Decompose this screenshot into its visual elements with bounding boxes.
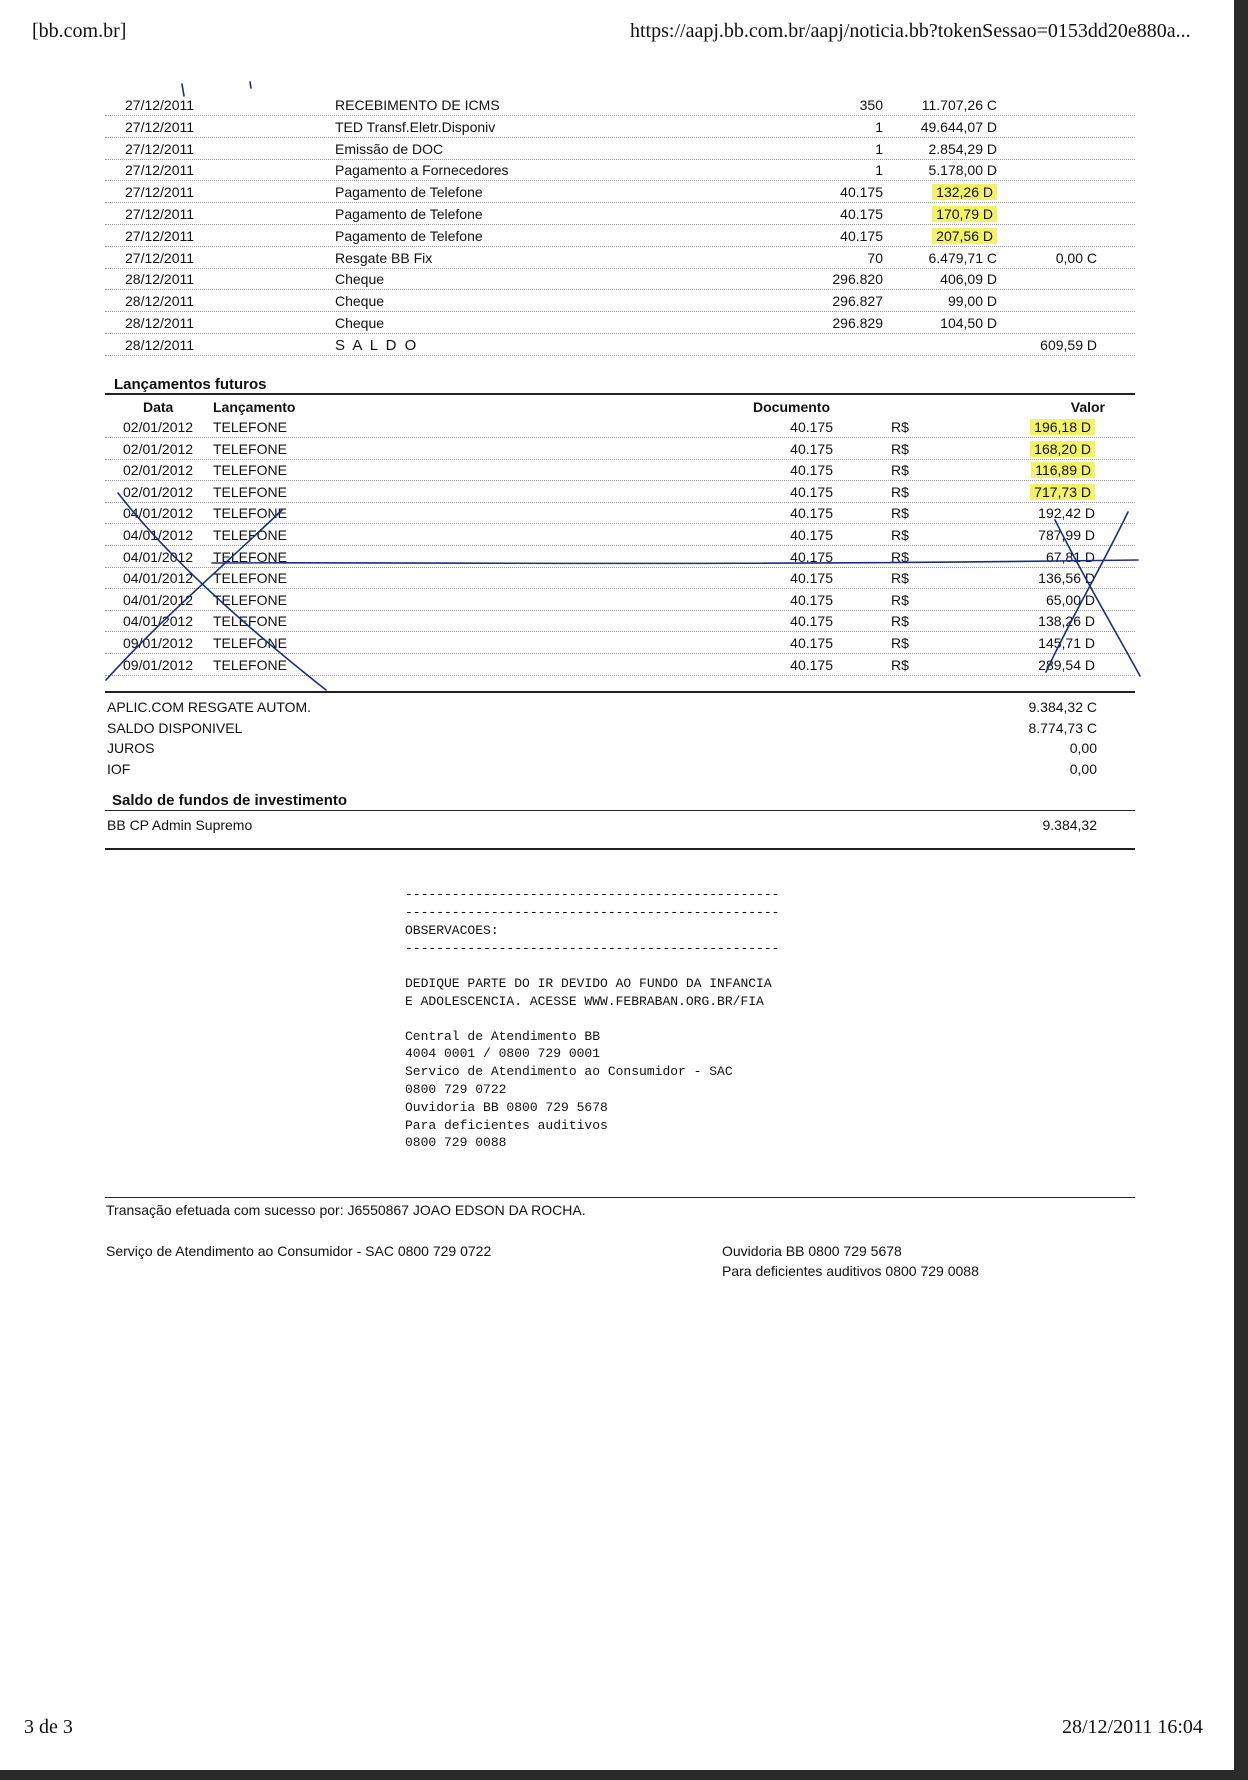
transaction-date: 27/12/2011	[125, 206, 195, 222]
futuro-valor: 787,99 D	[1038, 527, 1095, 543]
contact-ouvidoria: Ouvidoria BB 0800 729 5678	[722, 1243, 902, 1259]
futuro-date: 04/01/2012	[123, 527, 194, 543]
col-data: Data	[143, 399, 174, 415]
futuro-date: 04/01/2012	[123, 548, 194, 565]
summary-top-rule	[105, 691, 1135, 693]
transaction-value: 104,50 D	[940, 315, 997, 331]
transaction-date: 28/12/2011	[125, 271, 195, 288]
futuro-lancamento: TELEFONE	[213, 419, 287, 435]
col-lancamento: Lançamento	[213, 399, 296, 415]
transaction-document: 1	[875, 162, 883, 179]
futuros-header	[105, 396, 1135, 418]
futuros-top-rule	[105, 393, 1135, 395]
transaction-value: 406,09 D	[940, 271, 997, 288]
transaction-row	[105, 247, 1135, 269]
obs-separator-2: ------------------------------------------------	[405, 905, 780, 920]
futuro-currency: R$	[891, 505, 909, 522]
futuro-valor: 67,81 D	[1045, 548, 1095, 565]
transaction-date: 28/12/2011	[125, 336, 195, 353]
transaction-info: Transação efetuada com sucesso por: J6550867 JOAO EDSON DA ROCHA.	[106, 1202, 586, 1218]
transaction-value: 99,00 D	[947, 293, 997, 310]
footer-page: 3 de 3	[24, 1716, 73, 1738]
transaction-description: TED Transf.Eletr.Disponiv	[335, 118, 496, 135]
transaction-document: 296.820	[832, 271, 883, 288]
futuro-currency: R$	[891, 613, 909, 630]
transaction-row	[105, 181, 1135, 203]
obs-line: Ouvidoria BB 0800 729 5678	[405, 1099, 608, 1115]
transaction-document: 296.827	[832, 293, 883, 310]
futuro-date: 09/01/2012	[123, 635, 194, 651]
transaction-description: Cheque	[335, 293, 385, 310]
transaction-document: 70	[867, 249, 883, 266]
transaction-value: 49.644,07 D	[920, 118, 997, 135]
transaction-document: 1	[875, 140, 883, 157]
obs-line: Central de Atendimento BB	[405, 1028, 601, 1044]
futuro-date: 02/01/2012	[123, 462, 194, 479]
futuro-lancamento: TELEFONE	[213, 462, 287, 479]
transaction-value: 207,56 D	[932, 228, 997, 244]
transaction-document: 1	[875, 118, 883, 135]
transaction-description: Cheque	[335, 271, 385, 288]
summary-label: JUROS	[107, 740, 155, 756]
obs-line: Para deficientes auditivos	[405, 1117, 608, 1133]
futuro-documento: 40.175	[790, 462, 833, 479]
futuro-lancamento: TELEFONE	[213, 548, 287, 565]
futuros-title: Lançamentos futuros	[114, 376, 267, 393]
futuro-lancamento: TELEFONE	[213, 656, 287, 673]
transaction-row	[105, 334, 1135, 356]
futuro-row	[105, 524, 1135, 546]
summary-value: 0,00	[1069, 760, 1097, 777]
futuro-date: 02/01/2012	[123, 419, 194, 435]
futuro-valor: 196,18 D	[1030, 419, 1095, 435]
futuro-date: 04/01/2012	[123, 591, 194, 608]
transaction-document: 40.175	[840, 206, 883, 222]
funds-top-rule	[105, 810, 1135, 811]
futuro-documento: 40.175	[790, 656, 833, 673]
futuro-documento: 40.175	[790, 483, 833, 500]
futuro-row	[105, 632, 1135, 654]
futuro-valor: 289,54 D	[1038, 656, 1095, 673]
transaction-date: 28/12/2011	[125, 293, 195, 310]
info-top-rule	[105, 1197, 1135, 1198]
funds-name: BB CP Admin Supremo	[107, 817, 253, 833]
futuro-date: 02/01/2012	[123, 440, 194, 457]
futuro-currency: R$	[891, 483, 909, 500]
futuro-row	[105, 567, 1135, 589]
futuro-lancamento: TELEFONE	[213, 591, 287, 608]
footer-datetime: 28/12/2011 16:04	[1062, 1716, 1203, 1738]
futuro-lancamento: TELEFONE	[213, 483, 287, 500]
futuro-date: 02/01/2012	[123, 483, 194, 500]
futuro-valor: 717,73 D	[1030, 484, 1095, 500]
transaction-value: 5.178,00 D	[928, 162, 997, 179]
transaction-balance: 609,59 D	[1040, 336, 1097, 353]
summary-label: APLIC.COM RESGATE AUTOM.	[107, 699, 312, 715]
futuro-currency: R$	[891, 548, 909, 565]
summary-row	[105, 717, 1135, 739]
transaction-row	[105, 290, 1135, 312]
obs-label: OBSERVACOES:	[405, 923, 499, 938]
transaction-row	[105, 94, 1135, 116]
transaction-row	[105, 138, 1135, 160]
header-url: https://aapj.bb.com.br/aapj/noticia.bb?tokenSessao=0153dd20e880a...	[630, 20, 1191, 42]
transaction-row	[105, 312, 1135, 334]
transaction-row	[105, 225, 1135, 247]
transaction-date: 27/12/2011	[125, 118, 195, 135]
futuro-lancamento: TELEFONE	[213, 570, 287, 587]
futuro-row	[105, 589, 1135, 611]
transaction-date: 28/12/2011	[125, 315, 195, 331]
scan-border-right	[1234, 0, 1248, 1780]
futuro-row	[105, 438, 1135, 460]
transaction-date: 27/12/2011	[125, 97, 195, 113]
obs-separator-1: ------------------------------------------------	[405, 887, 780, 902]
transaction-value: 2.854,29 D	[928, 140, 997, 157]
funds-row	[105, 814, 1135, 836]
row-divider	[105, 675, 1135, 676]
col-documento: Documento	[753, 399, 830, 415]
transaction-document: 40.175	[840, 184, 883, 201]
obs-line: 4004 0001 / 0800 729 0001	[405, 1046, 601, 1062]
futuro-valor: 145,71 D	[1038, 635, 1095, 651]
summary-label: SALDO DISPONIVEL	[107, 719, 243, 736]
header-site: [bb.com.br]	[32, 20, 127, 42]
obs-line: 0800 729 0722	[405, 1082, 507, 1097]
futuro-lancamento: TELEFONE	[213, 505, 287, 522]
futuro-documento: 40.175	[790, 635, 833, 651]
transaction-description: Resgate BB Fix	[335, 249, 433, 266]
futuro-documento: 40.175	[790, 591, 833, 608]
obs-line: Servico de Atendimento ao Consumidor - SAC	[405, 1064, 733, 1080]
summary-value: 8.774,73 C	[1028, 719, 1097, 736]
futuro-lancamento: TELEFONE	[213, 440, 287, 457]
futuro-date: 09/01/2012	[123, 656, 194, 673]
futuro-currency: R$	[891, 635, 909, 651]
transaction-document: 40.175	[840, 227, 883, 244]
col-valor: Valor	[1070, 399, 1105, 415]
summary-row	[105, 758, 1135, 780]
pen-mark-top-2	[250, 82, 251, 88]
futuro-currency: R$	[891, 570, 909, 587]
futuro-row	[105, 546, 1135, 568]
futuro-valor: 168,20 D	[1030, 441, 1095, 457]
summary-row	[105, 737, 1135, 759]
futuros-rule-wrap	[105, 393, 1135, 395]
summary-rule-wrap	[105, 691, 1135, 693]
futuro-date: 04/01/2012	[123, 613, 194, 630]
transaction-date: 27/12/2011	[125, 249, 195, 266]
futuro-documento: 40.175	[790, 613, 833, 630]
funds-title: Saldo de fundos de investimento	[112, 792, 348, 809]
summary-row	[105, 696, 1135, 718]
transaction-description: RECEBIMENTO DE ICMS	[335, 97, 500, 113]
futuro-row	[105, 481, 1135, 503]
obs-separator-3: ------------------------------------------------	[405, 941, 780, 956]
funds-bottom-rule-wrap	[105, 848, 1135, 850]
funds-rule-wrap	[105, 810, 1135, 812]
futuro-row	[105, 416, 1135, 438]
futuro-documento: 40.175	[790, 527, 833, 543]
transaction-value: 6.479,71 C	[928, 249, 997, 266]
transaction-value: 11.707,26 C	[921, 97, 997, 113]
contact-sac: Serviço de Atendimento ao Consumidor - SAC 0800 729 0722	[106, 1243, 492, 1259]
futuro-valor: 136,56 D	[1038, 570, 1095, 587]
transaction-value: 170,79 D	[932, 206, 997, 222]
futuro-documento: 40.175	[790, 419, 833, 435]
futuro-valor: 116,89 D	[1031, 462, 1095, 478]
futuro-documento: 40.175	[790, 548, 833, 565]
transaction-row	[105, 159, 1135, 181]
futuro-documento: 40.175	[790, 570, 833, 587]
transaction-description: Pagamento a Fornecedores	[335, 162, 509, 179]
contact-deficientes: Para deficientes auditivos 0800 729 0088	[722, 1263, 979, 1279]
transaction-description: Pagamento de Telefone	[335, 227, 483, 244]
obs-line: 0800 729 0088	[405, 1135, 507, 1151]
futuro-currency: R$	[891, 591, 909, 608]
futuro-lancamento: TELEFONE	[213, 527, 287, 543]
summary-label: IOF	[107, 760, 131, 777]
futuro-row	[105, 502, 1135, 524]
futuro-documento: 40.175	[790, 440, 833, 457]
transaction-document: 296.829	[832, 315, 883, 331]
futuro-date: 04/01/2012	[123, 505, 194, 522]
transaction-row	[105, 268, 1135, 290]
obs-line: E ADOLESCENCIA. ACESSE WWW.FEBRABAN.ORG.BR/FIA	[405, 993, 764, 1009]
futuro-currency: R$	[891, 440, 909, 457]
transaction-date: 27/12/2011	[125, 140, 195, 157]
futuro-valor: 65,00 D	[1045, 591, 1095, 608]
transaction-date: 27/12/2011	[125, 227, 195, 244]
transaction-balance: 0,00 C	[1055, 249, 1097, 266]
info-rule-wrap	[105, 1197, 1135, 1199]
summary-value: 0,00	[1069, 740, 1097, 756]
transaction-description: Pagamento de Telefone	[335, 184, 483, 201]
futuro-currency: R$	[891, 656, 909, 673]
futuro-row	[105, 459, 1135, 481]
futuro-currency: R$	[891, 462, 909, 479]
futuro-date: 04/01/2012	[123, 570, 194, 587]
futuro-row	[105, 610, 1135, 632]
transaction-document: 350	[859, 97, 883, 113]
summary-value: 9.384,32 C	[1028, 699, 1097, 715]
obs-line: DEDIQUE PARTE DO IR DEVIDO AO FUNDO DA INFANCIA	[405, 976, 772, 991]
funds-value: 9.384,32	[1042, 817, 1097, 833]
transaction-date: 27/12/2011	[125, 184, 195, 201]
futuro-lancamento: TELEFONE	[213, 635, 287, 651]
futuro-row	[105, 654, 1135, 676]
transaction-date: 27/12/2011	[125, 162, 195, 179]
futuro-currency: R$	[891, 527, 909, 543]
transaction-description: Emissão de DOC	[335, 140, 444, 157]
funds-bottom-rule	[105, 848, 1135, 850]
transaction-description: Pagamento de Telefone	[335, 206, 483, 222]
futuro-currency: R$	[891, 419, 909, 435]
futuro-valor: 192,42 D	[1038, 505, 1095, 522]
row-divider	[105, 355, 1135, 356]
futuro-documento: 40.175	[790, 505, 833, 522]
transaction-description: Cheque	[335, 315, 385, 331]
transaction-row	[105, 203, 1135, 225]
futuro-lancamento: TELEFONE	[213, 613, 287, 630]
transaction-row	[105, 116, 1135, 138]
futuro-valor: 138,26 D	[1038, 613, 1095, 630]
transaction-description: S A L D O	[335, 336, 419, 354]
transaction-value: 132,26 D	[932, 184, 997, 200]
scan-border-bottom	[0, 1770, 1248, 1780]
